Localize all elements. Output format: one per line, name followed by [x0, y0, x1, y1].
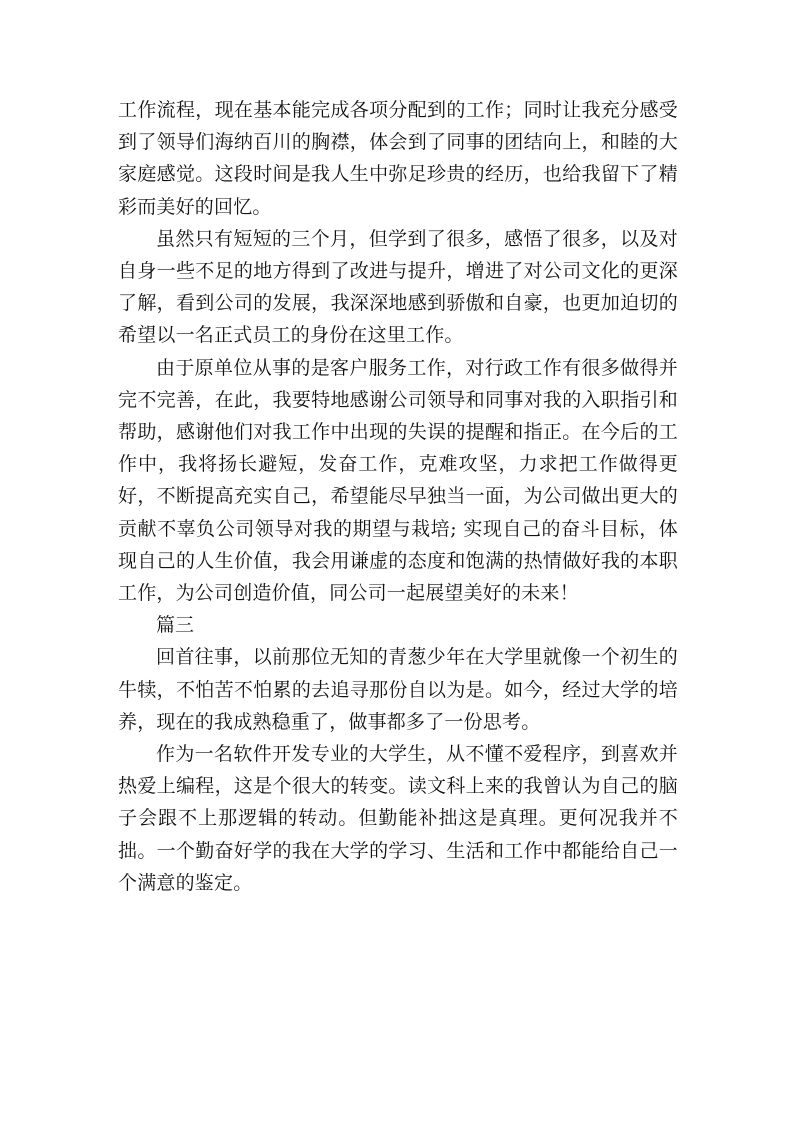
section-heading-pian-san: 篇三 [156, 614, 195, 637]
document-page [118, 94, 678, 899]
paragraph-looking-back: 回首往事，以前那位无知的青葱少年在大学里就像一个初生的牛犊，不怕苦不怕累的去追寻那份自以为是。如今，经过大学的培养，现在的我成熟稳重了，做事都多了一份思考。 [118, 646, 678, 733]
paragraph-gratitude: 由于原单位从事的是客户服务工作，对行政工作有很多做得并完不完善，在此，我要特地感谢公司领导和同事对我的入职指引和帮助，感谢他们对我工作中出现的失误的提醒和指正。在今后的工作中，我将扬长避短，发奋工作，克难攻坚，力求把工作做得更好，不断提高充实自己，希望能尽早独当一面，为公司做出更大的贡献不辜负公司领导对我的期望与栽培; 实现自己的奋斗目标，体现自己的人生价值，我会用谦虚的态度和饱满的热情做好我的本职工作，为公司创造价值，同公司一起展望美好的未来！ [118, 356, 678, 605]
paragraph-work-process: 工作流程，现在基本能完成各项分配到的工作；同时让我充分感受到了领导们海纳百川的胸襟，体会到了同事的团结向上，和睦的大家庭感觉。这段时间是我人生中弥足珍贵的经历，也给我留下了精彩而美好的回忆。 [118, 99, 678, 218]
paragraph-software-student: 作为一名软件开发专业的大学生，从不懂不爱程序，到喜欢并热爱上编程，这是个很大的转变。读文科上来的我曾认为自己的脑子会跟不上那逻辑的转动。但勤能补拙这是真理。更何况我并不拙。一个勤奋好学的我在大学的学习、生活和工作中都能给自己一个满意的鉴定。 [118, 743, 678, 894]
paragraph-three-months: 虽然只有短短的三个月，但学到了很多，感悟了很多，以及对自身一些不足的地方得到了改进与提升，增进了对公司文化的更深了解，看到公司的发展，我深深地感到骄傲和自豪，也更加迫切的希望以一名正式员工的身份在这里工作。 [118, 227, 678, 347]
